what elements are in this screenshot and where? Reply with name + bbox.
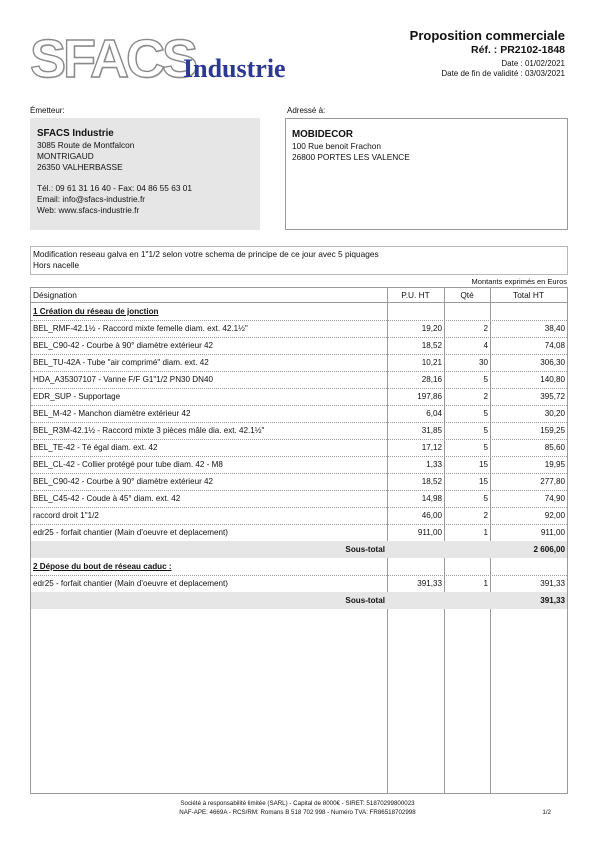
header-total: Total HT: [513, 290, 544, 300]
sender-box: [30, 118, 260, 230]
row-designation: edr25 - forfait chantier (Main d'oeuvre et deplacement): [33, 528, 228, 537]
table-row: [31, 456, 567, 474]
logo-brand: SFACS: [30, 29, 196, 89]
row-designation: BEL_R3M-42.1½ - Raccord mixte 3 pièces mâle dia. ext. 42.1½": [33, 426, 265, 435]
section-title: 2 Dépose du bout de réseau caduc :: [33, 562, 172, 571]
header-designation: Désignation: [33, 290, 77, 300]
subtotal-value: 391,33: [540, 596, 565, 605]
subtotal-label: Sous-total: [345, 596, 385, 605]
row-designation: edr25 - forfait chantier (Main d'oeuvre et deplacement): [33, 579, 228, 588]
row-total: 92,00: [544, 511, 565, 520]
document-reference: Réf. : PR2102-1848: [471, 44, 565, 56]
sender-label: Émetteur:: [30, 106, 65, 115]
row-total: 74,90: [544, 494, 565, 503]
row-designation: BEL_RMF-42.1½ - Raccord mixte femelle diam. ext. 42.1½": [33, 324, 248, 333]
footer-legal-line: Société à responsabilité limitée (SARL) - Capital de 8000€ - SIRET: 51870299800023: [180, 800, 415, 807]
row-unit-price: 911,00: [417, 528, 442, 537]
subtotal-value: 2 606,00: [533, 545, 565, 554]
row-quantity: 2: [483, 511, 488, 520]
header-unit-price: P.U. HT: [401, 290, 430, 300]
recipient-address-line: 26800 PORTES LES VALENCE: [292, 152, 410, 162]
recipient-box: [285, 118, 568, 230]
sender-address-line: MONTRIGAUD: [37, 151, 94, 161]
row-quantity: 5: [483, 375, 488, 384]
row-quantity: 15: [478, 460, 488, 469]
sender-address-line: 3085 Route de Montfalcon: [37, 140, 135, 150]
row-quantity: 5: [483, 426, 488, 435]
items-table: [30, 287, 568, 794]
table-row: [31, 320, 567, 338]
table-row: [31, 405, 567, 423]
row-unit-price: 10,21: [421, 358, 442, 367]
table-header: [31, 288, 567, 303]
table-row: [31, 337, 567, 355]
recipient-label: Adressé à:: [287, 106, 326, 115]
row-total: 395,72: [540, 392, 565, 401]
row-quantity: 1: [483, 579, 488, 588]
section-title-row: [31, 303, 567, 321]
sender-email: Email: info@sfacs-industrie.fr: [37, 194, 146, 204]
row-designation: BEL_TE-42 - Té égal diam. ext. 42: [33, 443, 158, 452]
row-designation: BEL_C90-42 - Courbe à 90° diamètre extérieur 42: [33, 477, 214, 486]
row-unit-price: 17,12: [421, 443, 442, 452]
header-quantity: Qté: [460, 290, 474, 300]
table-row: [31, 439, 567, 457]
row-designation: BEL_TU-42A - Tube "air comprimé" diam. ext. 42: [33, 358, 209, 367]
row-designation: BEL_C45-42 - Coude à 45° diam. ext. 42: [33, 494, 181, 503]
row-unit-price: 18,52: [421, 477, 442, 486]
subtotal-row: [31, 541, 567, 558]
row-quantity: 5: [483, 409, 488, 418]
subtotal-row: [31, 592, 567, 609]
row-designation: HDA_A35307107 - Vanne F/F G1"1/2 PN30 DN40: [33, 375, 213, 384]
subtotal-label: Sous-total: [345, 545, 385, 554]
table-row: [31, 371, 567, 389]
table-row: [31, 422, 567, 440]
row-unit-price: 14,98: [421, 494, 442, 503]
row-total: 85,60: [544, 443, 565, 452]
row-quantity: 30: [478, 358, 488, 367]
row-total: 30,20: [544, 409, 565, 418]
row-designation: BEL_M-42 - Manchon diamètre extérieur 42: [33, 409, 191, 418]
table-row: [31, 490, 567, 508]
validity-date: Date de fin de validité : 03/03/2021: [441, 69, 565, 78]
row-quantity: 15: [478, 477, 488, 486]
row-unit-price: 1,33: [426, 460, 442, 469]
row-designation: BEL_CL-42 - Collier protégé pour tube diam. 42 - M8: [33, 460, 223, 469]
row-total: 277,80: [540, 477, 565, 486]
row-quantity: 1: [483, 528, 488, 537]
row-unit-price: 18,52: [421, 341, 442, 350]
table-row: [31, 473, 567, 491]
document-title: Proposition commerciale: [409, 28, 565, 43]
row-quantity: 2: [483, 392, 488, 401]
sender-phone: Tél.: 09 61 31 16 40 - Fax: 04 86 55 63 01: [37, 183, 192, 193]
table-row: [31, 388, 567, 406]
row-quantity: 4: [483, 341, 488, 350]
logo-subtitle: Industrie: [183, 54, 286, 83]
row-total: 391,33: [540, 579, 565, 588]
table-row: [31, 354, 567, 372]
sender-address-line: 26350 VALHERBASSE: [37, 162, 123, 172]
recipient-name: MOBIDECOR: [292, 129, 353, 140]
row-total: 159,25: [540, 426, 565, 435]
row-total: 911,00: [540, 528, 565, 537]
row-unit-price: 6,04: [426, 409, 442, 418]
row-unit-price: 28,16: [421, 375, 442, 384]
section-title-row: [31, 558, 567, 576]
table-row: [31, 575, 567, 593]
row-unit-price: 197,86: [417, 392, 442, 401]
row-total: 74,08: [544, 341, 565, 350]
section-title: 1 Création du réseau de jonction: [33, 307, 159, 316]
row-unit-price: 46,00: [421, 511, 442, 520]
footer-legal-line: NAF-APE: 4669A - RCS/RM: Romans B 518 702 998 - Numéro TVA: FR86518702998: [179, 809, 416, 816]
row-total: 306,30: [540, 358, 565, 367]
object-line: Modification reseau galva en 1"1/2 selon votre schema de principe de ce jour avec 5 piquages: [33, 249, 379, 259]
object-line: Hors nacelle: [33, 260, 80, 270]
document-date: Date : 01/02/2021: [501, 59, 565, 68]
row-unit-price: 19,20: [421, 324, 442, 333]
recipient-address-line: 100 Rue benoit Frachon: [292, 141, 382, 151]
table-row: [31, 524, 567, 542]
page-number: 1/2: [542, 809, 551, 816]
row-designation: EDR_SUP - Supportage: [33, 392, 121, 401]
row-quantity: 5: [483, 494, 488, 503]
row-unit-price: 391,33: [417, 579, 442, 588]
row-total: 140,80: [540, 375, 565, 384]
row-unit-price: 31,85: [421, 426, 442, 435]
proposal-object: [30, 246, 568, 275]
row-designation: BEL_C90-42 - Courbe à 90° diamètre extérieur 42: [33, 341, 214, 350]
row-quantity: 2: [483, 324, 488, 333]
sender-name: SFACS Industrie: [37, 128, 114, 139]
row-total: 38,40: [544, 324, 565, 333]
row-quantity: 5: [483, 443, 488, 452]
currency-note: Montants exprimés en Euros: [471, 277, 567, 286]
row-total: 19,95: [544, 460, 565, 469]
row-designation: raccord droit 1"1/2: [33, 511, 99, 520]
company-logo: [30, 30, 320, 90]
sender-website: Web: www.sfacs-industrie.fr: [37, 205, 140, 215]
table-row: [31, 507, 567, 525]
